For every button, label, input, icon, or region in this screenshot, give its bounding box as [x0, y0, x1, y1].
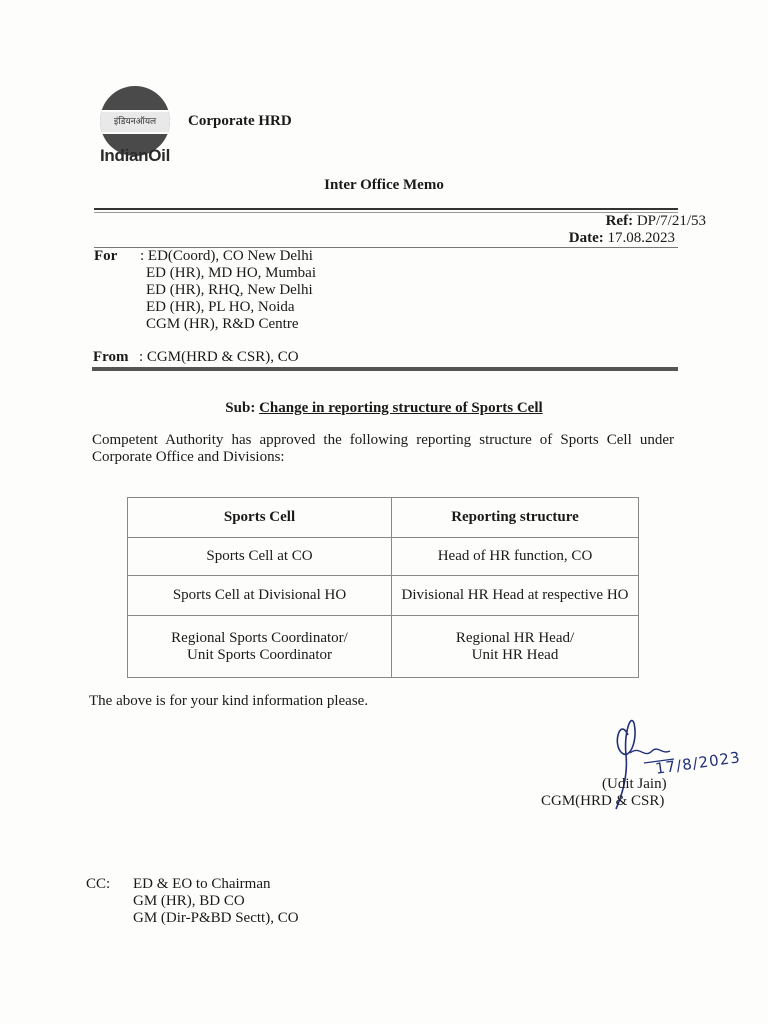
from-label: From: [93, 349, 129, 365]
table-cell: Sports Cell at Divisional HO: [128, 576, 392, 616]
date-label: Date:: [568, 230, 604, 246]
table-header-cell: Reporting structure: [392, 498, 639, 538]
table-cell: [392, 616, 639, 678]
from-value: : CGM(HRD & CSR), CO: [139, 349, 299, 365]
table-cell-line: Regional Sports Coordinator/: [171, 629, 348, 646]
table-header-row: [128, 498, 639, 538]
date-value: 17.08.2023: [607, 230, 675, 246]
table-cell: Sports Cell at CO: [128, 538, 392, 576]
recipient-2: ED (HR), MD HO, Mumbai: [146, 265, 316, 281]
cc-list: [133, 876, 299, 927]
subject-line: [0, 400, 768, 417]
table-cell: [128, 616, 392, 678]
cc-item: ED & EO to Chairman: [133, 876, 271, 892]
for-label: For: [94, 248, 118, 264]
subject-text: Change in reporting structure of Sports Cell: [259, 400, 543, 416]
table-header-cell: Sports Cell: [128, 498, 392, 538]
table-row: [128, 616, 639, 678]
reference-number: [606, 213, 706, 230]
logo-hindi-text: इंडियनऑयल: [100, 110, 170, 134]
table-cell-line: Regional HR Head/: [455, 629, 575, 646]
subject-label: Sub:: [225, 400, 256, 416]
ref-value: DP/7/21/53: [636, 213, 706, 229]
memo-title: Inter Office Memo: [324, 177, 444, 193]
signatory-designation: CGM(HRD & CSR): [541, 793, 665, 809]
table-cell: Divisional HR Head at respective HO: [392, 576, 639, 616]
table-row: [128, 576, 639, 616]
cc-item: GM (Dir-P&BD Sectt), CO: [133, 910, 299, 926]
from-divider: [92, 367, 678, 371]
closing-line: The above is for your kind information please.: [89, 693, 369, 709]
cc-label: CC:: [86, 876, 111, 892]
title-divider: [94, 208, 678, 210]
recipient-5: CGM (HR), R&D Centre: [146, 316, 299, 332]
recipient-4: ED (HR), PL HO, Noida: [146, 299, 295, 315]
memo-date: [569, 230, 675, 247]
title-divider-thin: [94, 212, 678, 213]
reporting-structure-table: [127, 497, 639, 678]
brand-name: IndianOil: [100, 146, 171, 165]
table-cell-line: Unit HR Head: [471, 646, 559, 663]
body-paragraph: Competent Authority has approved the following reporting structure of Sports Cell under Corporate Office and Divisions:: [92, 432, 674, 465]
recipient-list: [146, 265, 316, 333]
signatory-name: (Udit Jain): [602, 776, 667, 792]
table-row: [128, 538, 639, 576]
recipient-1: : ED(Coord), CO New Delhi: [140, 248, 313, 264]
recipient-3: ED (HR), RHQ, New Delhi: [146, 282, 313, 298]
table-cell-line: Unit Sports Coordinator: [187, 646, 332, 663]
department-name: Corporate HRD: [188, 113, 292, 129]
ref-label: Ref:: [605, 213, 634, 229]
cc-item: GM (HR), BD CO: [133, 893, 245, 909]
handwritten-date: 17/8/2023: [654, 748, 742, 778]
table-cell: Head of HR function, CO: [392, 538, 639, 576]
